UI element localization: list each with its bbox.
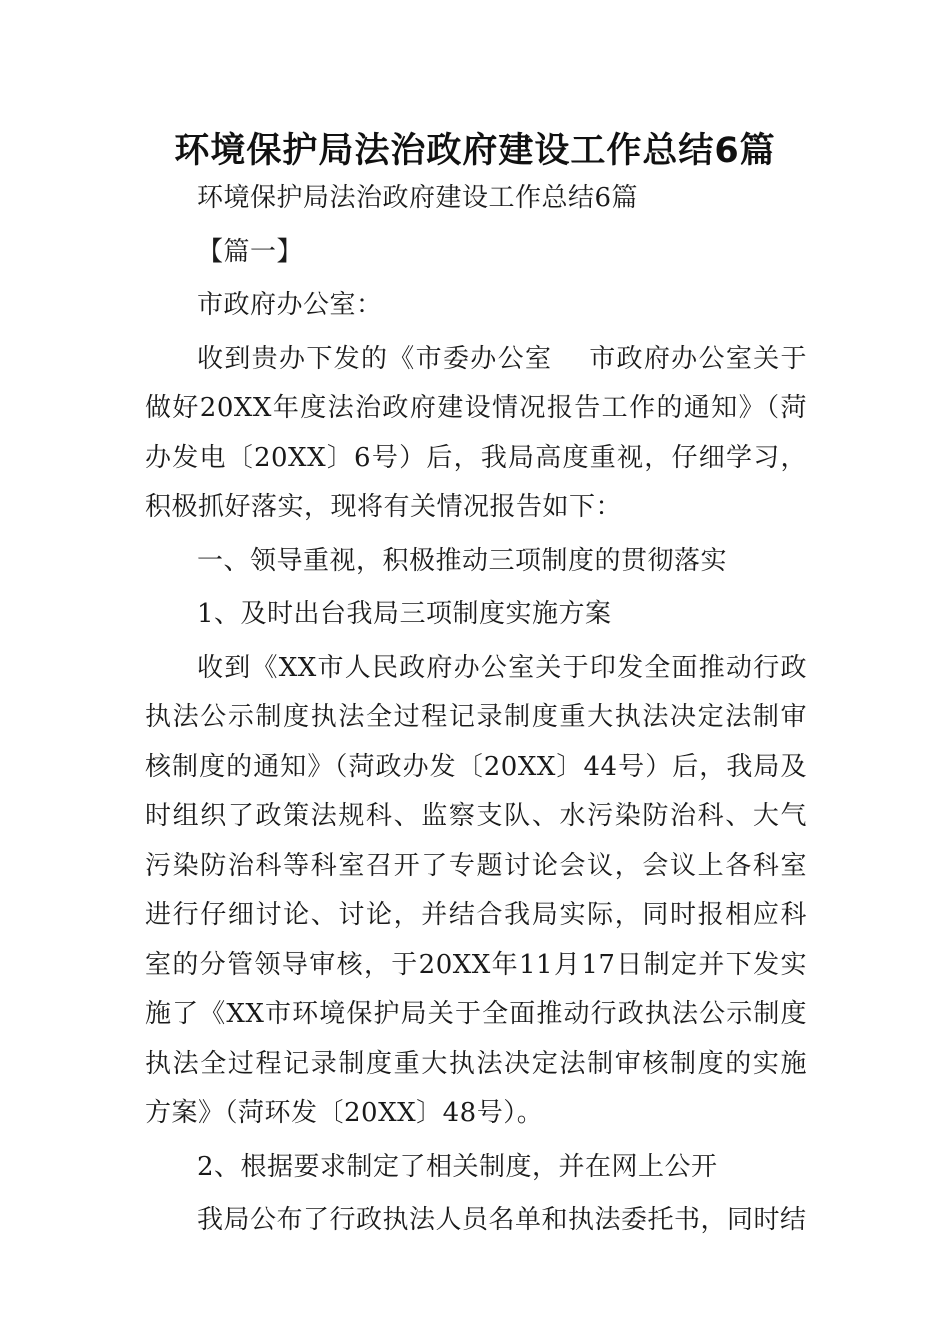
subtitle-paragraph: 环境保护局法治政府建设工作总结6篇 [197, 183, 639, 213]
body-paragraph: 我局公布了行政执法人员名单和执法委托书，同时结 [197, 1205, 807, 1235]
document-title: 环境保护局法治政府建设工作总结6篇 [174, 131, 776, 171]
subheading-1: 1、及时出台我局三项制度实施方案 [197, 599, 612, 629]
subheading-2: 2、根据要求制定了相关制度，并在网上公开 [197, 1151, 718, 1182]
heading-1: 一、领导重视，积极推动三项制度的贯彻落实 [197, 545, 728, 576]
section-heading: 【篇一】 [197, 236, 304, 267]
salutation: 市政府办公室： [197, 290, 383, 320]
body-paragraph: 收到贵办下发的《市委办公室 市政府办公室关于做好20XX年度法治政府建设情况报告工作的通知》（菏办发电〔20XX〕6号）后，我局高度重视，仔细学习，积极抓好落实，现将有关情况报告如下： [145, 343, 807, 522]
document-body [145, 174, 807, 1246]
body-paragraph: 收到《XX市人民政府办公室关于印发全面推动行政执法公示制度执法全过程记录制度重大执法决定法制审核制度的通知》（菏政办发〔20XX〕44号）后，我局及时组织了政策法规科、监察支队、水污染防治科、大气污染防治科等科室召开了专题讨论会议，会议上各科室进行仔细讨论、讨论，并结合我局实际，同时报相应科室的分管领导审核，于20XX年11月17日制定并下发实施了《XX市环境保护局关于全面推动行政执法公示制度执法全过程记录制度重大执法决定法制审核制度的实施方案》（菏环发〔20XX〕48号）。 [145, 652, 807, 1128]
